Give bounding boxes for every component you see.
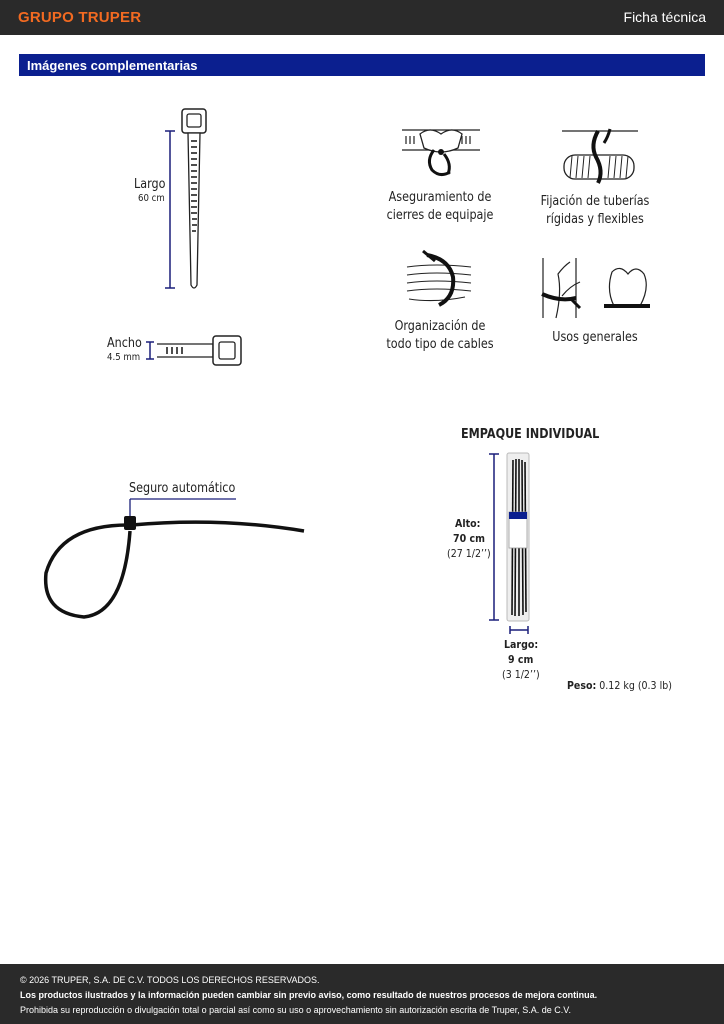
cable-bundle-icon: [405, 247, 477, 309]
length-value: 60 cm: [138, 193, 165, 204]
length-label: Largo: [134, 177, 166, 192]
package-height-value: 70 cm: [453, 532, 485, 545]
section-header: [19, 54, 705, 76]
package-length-imperial: (3 1/2’’): [502, 668, 540, 681]
use-label-general: Usos generales: [552, 330, 638, 345]
section-title: Imágenes complementarias: [27, 58, 198, 73]
package-length-value: 9 cm: [508, 653, 534, 666]
package-weight: [567, 679, 672, 692]
cable-tie-length-illustration: [160, 105, 220, 295]
document-type: Ficha técnica: [623, 9, 706, 25]
package-weight-value: 0.12 kg (0.3 lb): [599, 679, 672, 692]
packaging-title: EMPAQUE INDIVIDUAL: [461, 427, 600, 442]
header-bar: [0, 0, 724, 35]
luggage-zipper-icon: [400, 124, 482, 184]
brand-logo: GRUPO TRUPER: [18, 9, 142, 26]
use-label-luggage: Aseguramiento de cierres de equipaje: [386, 190, 494, 223]
package-height-imperial: (27 1/2’’): [447, 547, 491, 560]
footer-notice: Los productos ilustrados y la información pueden cambiar sin previo aviso, como resultado de nuestros procesos de mejora continua.: [20, 990, 598, 1000]
package-height-label: Alto:: [455, 517, 481, 530]
width-value: 4.5 mm: [107, 352, 141, 363]
use-label-pipes: Fijación de tuberías rígidas y flexibles: [540, 194, 650, 227]
packaging-illustration: [486, 450, 536, 638]
cable-tie-width-illustration: [145, 334, 245, 368]
package-weight-label: Peso:: [567, 679, 597, 692]
width-label: Ancho: [107, 336, 142, 351]
auto-lock-label: Seguro automático: [129, 481, 236, 496]
pipe-tie-icon: [560, 127, 640, 185]
use-label-cables: Organización de todo tipo de cables: [386, 319, 494, 352]
package-length-label: Largo:: [504, 638, 539, 651]
cable-tie-loop-illustration: [40, 495, 310, 625]
footer-prohibition: Prohibida su reproducción o divulgación total o parcial así como su uso o aprovechamiento sin autorización escrita de Truper, S.A. de C.V.: [20, 1005, 571, 1015]
general-use-icon: [540, 256, 652, 320]
footer-copyright: © 2026 TRUPER, S.A. DE C.V. TODOS LOS DERECHOS RESERVADOS.: [20, 975, 320, 985]
footer: [0, 964, 724, 1024]
